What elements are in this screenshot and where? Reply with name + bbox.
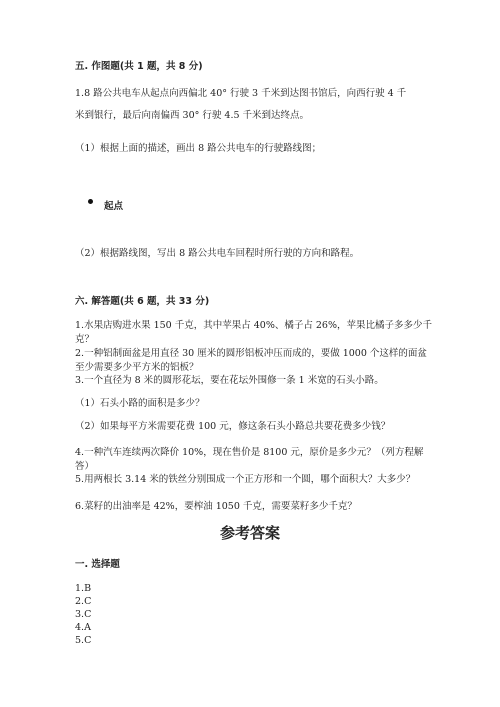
section6-heading: 六. 解答题(共 6 题，共 33 分) (75, 296, 210, 307)
section5-heading: 五. 作图题(共 1 题，共 8 分) (75, 61, 203, 72)
answers-section1-heading: 一. 选择题 (75, 559, 120, 570)
answer-item: 2.C (75, 596, 92, 607)
section6-q6: 6.菜籽的出油率是 42%，要榨油 1050 千克，需要菜籽多少千克？ (75, 501, 357, 512)
answer-item: 1.B (75, 583, 92, 594)
section5-q1-line1: 1.8 路公共电车从起点向西偏北 40° 行驶 3 千米到达图书馆后，向西行驶 4 千 (75, 88, 407, 99)
section6-q4: 4.一种汽车连续两次降价 10%，现在售价是 8100 元，原价是多少元？（列方程解答） (75, 447, 424, 472)
section5-q1-part2: （2）根据路线图，写出 8 路公共电车回程时所行驶的方向和路程。 (75, 248, 360, 259)
section5-q1-line2: 米到银行，最后向南偏西 30° 行驶 4.5 千米到达终点。 (75, 110, 310, 121)
section6-q3-part1: （1）石头小路的面积是多少？ (75, 398, 205, 409)
section6-q5: 5.用两根长 3.14 米的铁丝分别围成一个正方形和一个圆，哪个面积大？大多少？ (75, 474, 416, 485)
answer-item: 5.C (75, 635, 92, 646)
section6-q2: 2.一种铝制面盆是用直径 30 厘米的圆形铝板冲压而成的，要做 1000 个这样的面盆至少需要多少平方米的铝板？ (75, 348, 427, 373)
start-point-label: 起点 (104, 201, 124, 212)
answers-title: 参考答案 (219, 524, 280, 542)
section6-q3-part2: （2）如果每平方米需要花费 100 元，修这条石头小路总共要花费多少钱？ (75, 421, 391, 432)
answer-item: 4.A (75, 622, 91, 633)
start-point-dot (88, 199, 93, 204)
section6-q3: 3.一个直径为 8 米的圆形花坛，要在花坛外围修一条 1 米宽的石头小路。 (75, 375, 384, 386)
answer-item: 3.C (75, 609, 92, 620)
section5-q1-part1: （1）根据上面的描述，画出 8 路公共电车的行驶路线图； (75, 143, 322, 154)
section6-q1: 1.水果店购进水果 150 千克，其中苹果占 40%、橘子占 26%，苹果比橘子多多少千克？ (75, 320, 433, 345)
